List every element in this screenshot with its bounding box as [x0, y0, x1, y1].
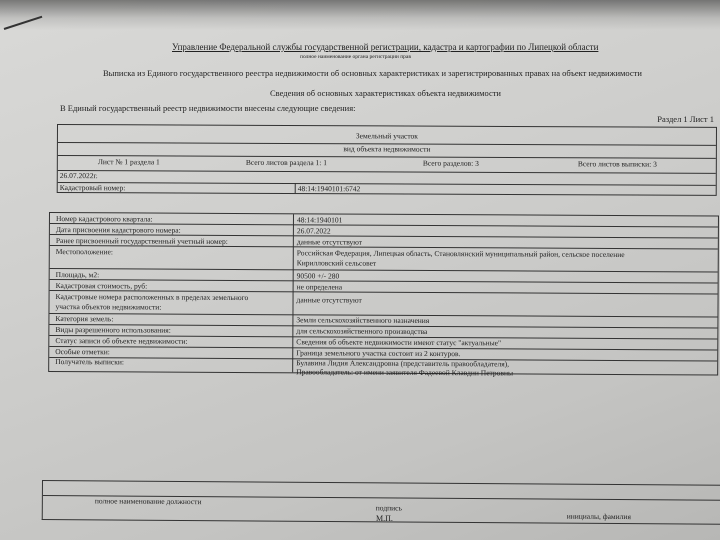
extract-date: 26.07.2022г.: [59, 171, 98, 181]
signature-caption: подпись: [375, 503, 402, 513]
detail-label-cost: Кадастровая стоимость, руб:: [55, 281, 148, 291]
detail-value-objects: данные отсутствуют: [296, 295, 362, 305]
detail-label-assign-date: Дата присвоения кадастрового номера:: [55, 225, 181, 235]
detail-value-cost: не определена: [296, 282, 343, 292]
object-name: Земельный участок: [355, 131, 418, 141]
detail-value-recipient: Булавина Лидия Александровна (представитель правообладателя),: [296, 358, 510, 369]
detail-value-use: для сельскохозяйственного производства: [296, 326, 428, 336]
total-sheets-section: Всего листов раздела 1: 1: [245, 157, 328, 168]
detail-label-notes: Особые отметки:: [55, 347, 110, 357]
detail-label-objects-2: участка объектов недвижимости:: [55, 302, 162, 312]
detail-value-location: Российская Федерация, Липецкая область, Становлянский муниципальный район, сельское поселение: [296, 248, 625, 260]
info-title: Сведения об основных характеристиках объекта недвижимости: [270, 88, 501, 98]
detail-value-assign-date: 26.07.2022: [296, 226, 331, 236]
cadastral-value: 48:14:1940101:6742: [297, 184, 361, 194]
detail-value-location-2: Кирилловский сельсовет: [296, 258, 377, 268]
intro-text: В Единый государственный реестр недвижимости внесены следующие сведения:: [60, 103, 356, 113]
section-sheet: Раздел 1 Лист 1: [657, 114, 714, 124]
detail-label-status: Статус записи об объекте недвижимости:: [55, 336, 188, 346]
object-caption: вид объекта недвижимости: [343, 144, 431, 154]
detail-label-use: Виды разрешенного использования:: [55, 325, 171, 335]
detail-value-area: 90500 +/- 280: [296, 271, 340, 281]
detail-value-category: Земли сельскохозяйственного назначения: [296, 315, 430, 325]
detail-value-notes: Граница земельного участка состоит из 2 контуров.: [296, 348, 461, 359]
sheet-of-section: Лист № 1 раздела 1: [97, 157, 160, 167]
total-sheets-extract: Всего листов выписки: 3: [577, 159, 657, 169]
agency-title: Управление Федеральной службы государственной регистрации, кадастра и картографии по Липецкой области: [172, 42, 599, 52]
detail-label-location: Местоположение:: [55, 247, 113, 257]
detail-label-recipient: Получатель выписки:: [55, 357, 125, 367]
agency-caption: полное наименование органа регистрации прав: [300, 54, 411, 60]
detail-value-prior-number: данные отсутствуют: [296, 237, 363, 247]
name-caption: инициалы, фамилия: [566, 511, 631, 522]
photo-shadow: [0, 0, 720, 30]
detail-value-recipient-2: Правообладатель: от имени заявителя Фадеевой Клавдии Петровны: [296, 367, 514, 378]
details-table: [48, 212, 719, 376]
total-sections: Всего разделов: 3: [422, 158, 479, 168]
extract-title: Выписка из Единого государственного реестра недвижимости об основных характеристиках и зарегистрированных правах на объект недвижимости: [103, 68, 642, 78]
detail-value-quarter: 48:14:1940101: [296, 215, 343, 225]
detail-label-quarter: Номер кадастрового квартала:: [55, 214, 153, 224]
object-header-table: [57, 124, 717, 196]
position-caption: полное наименование должности: [94, 496, 202, 507]
cadastral-label: Кадастровый номер:: [59, 183, 126, 193]
detail-label-prior-number: Ранее присвоенный государственный учетный номер:: [55, 236, 228, 246]
detail-label-area: Площадь, м2:: [55, 270, 100, 280]
detail-label-category: Категория земель:: [55, 314, 114, 324]
stamp-place: М.П.: [376, 514, 393, 523]
detail-label-objects: Кадастровые номера расположенных в пределах земельного: [55, 292, 249, 303]
detail-value-status: Сведения об объекте недвижимости имеют статус "актуальные": [296, 337, 502, 348]
